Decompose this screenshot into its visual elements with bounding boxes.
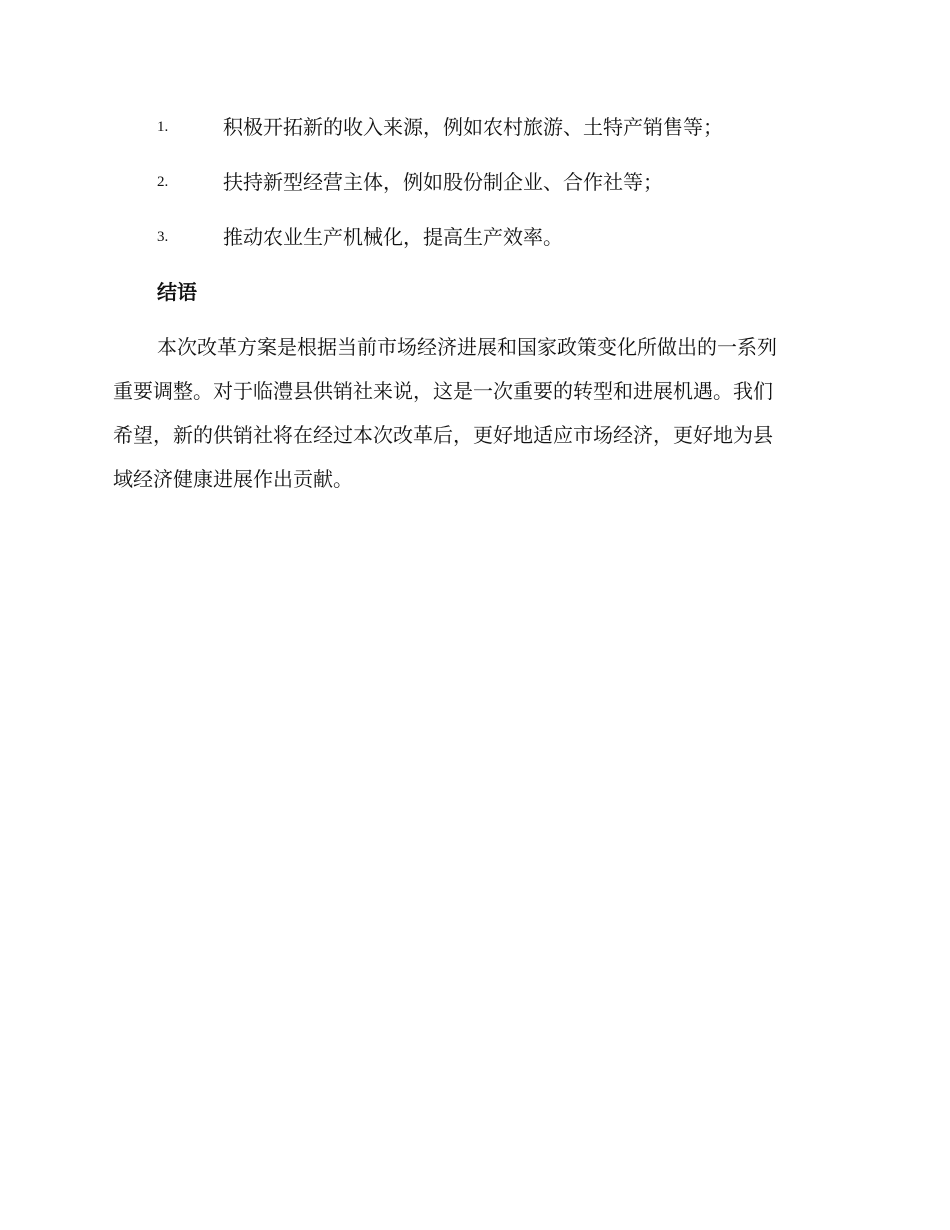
list-item-text: 积极开拓新的收入来源，例如农村旅游、土特产销售等； (223, 115, 723, 139)
conclusion-heading: 结语 (157, 280, 197, 304)
list-item-number: 1. (157, 119, 169, 135)
list-item-number: 2. (157, 174, 169, 190)
paragraph-line: 域经济健康进展作出贡献。 (113, 467, 353, 491)
list-item-text: 推动农业生产机械化，提高生产效率。 (223, 225, 563, 249)
paragraph-line: 重要调整。对于临澧县供销社来说，这是一次重要的转型和进展机遇。我们 (113, 379, 773, 403)
list-item-number: 3. (157, 229, 169, 245)
list-item (157, 222, 857, 252)
list-item (157, 167, 857, 197)
conclusion-paragraph (113, 332, 843, 508)
list-item (157, 112, 857, 142)
list-item-text: 扶持新型经营主体，例如股份制企业、合作社等； (223, 170, 663, 194)
paragraph-line: 希望，新的供销社将在经过本次改革后，更好地适应市场经济，更好地为县 (113, 423, 773, 447)
paragraph-line: 本次改革方案是根据当前市场经济进展和国家政策变化所做出的一系列 (157, 335, 777, 359)
